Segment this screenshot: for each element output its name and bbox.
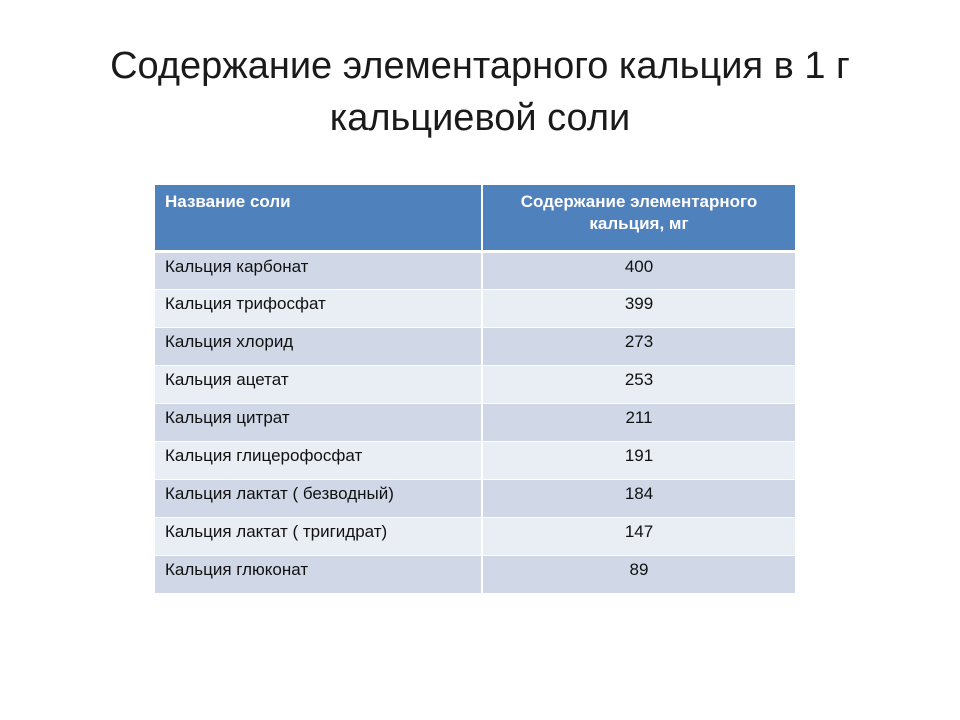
salt-name-cell: Кальция ацетат <box>155 365 482 403</box>
salt-name-cell: Кальция лактат ( безводный) <box>155 479 482 517</box>
salt-name-cell: Кальция глюконат <box>155 555 482 593</box>
table-row <box>155 441 795 479</box>
table-row <box>155 517 795 555</box>
salt-name-cell: Кальция глицерофосфат <box>155 441 482 479</box>
salt-name-cell: Кальция карбонат <box>155 251 482 289</box>
calcium-value-cell: 399 <box>482 289 795 327</box>
slide-title-line-2: кальциевой соли <box>329 97 631 139</box>
calcium-value-cell: 191 <box>482 441 795 479</box>
calcium-value-cell: 147 <box>482 517 795 555</box>
table-row <box>155 555 795 593</box>
calcium-value-cell: 184 <box>482 479 795 517</box>
header-calcium-content: Содержание элементарного кальция, мг <box>482 185 795 251</box>
salt-name-cell: Кальция хлорид <box>155 327 482 365</box>
calcium-value-cell: 89 <box>482 555 795 593</box>
table-row <box>155 479 795 517</box>
calcium-value-cell: 273 <box>482 327 795 365</box>
table-row <box>155 327 795 365</box>
slide-title-line-1: Содержание элементарного кальция в 1 г <box>110 45 850 87</box>
table-row <box>155 289 795 327</box>
table-row <box>155 251 795 289</box>
table-row <box>155 403 795 441</box>
salt-name-cell: Кальция лактат ( тригидрат) <box>155 517 482 555</box>
calcium-content-table <box>155 185 795 594</box>
calcium-table-container <box>155 185 795 594</box>
calcium-value-cell: 253 <box>482 365 795 403</box>
calcium-value-cell: 211 <box>482 403 795 441</box>
header-salt-name: Название соли <box>155 185 482 251</box>
slide-title <box>60 40 900 144</box>
salt-name-cell: Кальция цитрат <box>155 403 482 441</box>
table-header-row <box>155 185 795 251</box>
table-row <box>155 365 795 403</box>
calcium-value-cell: 400 <box>482 251 795 289</box>
salt-name-cell: Кальция трифосфат <box>155 289 482 327</box>
